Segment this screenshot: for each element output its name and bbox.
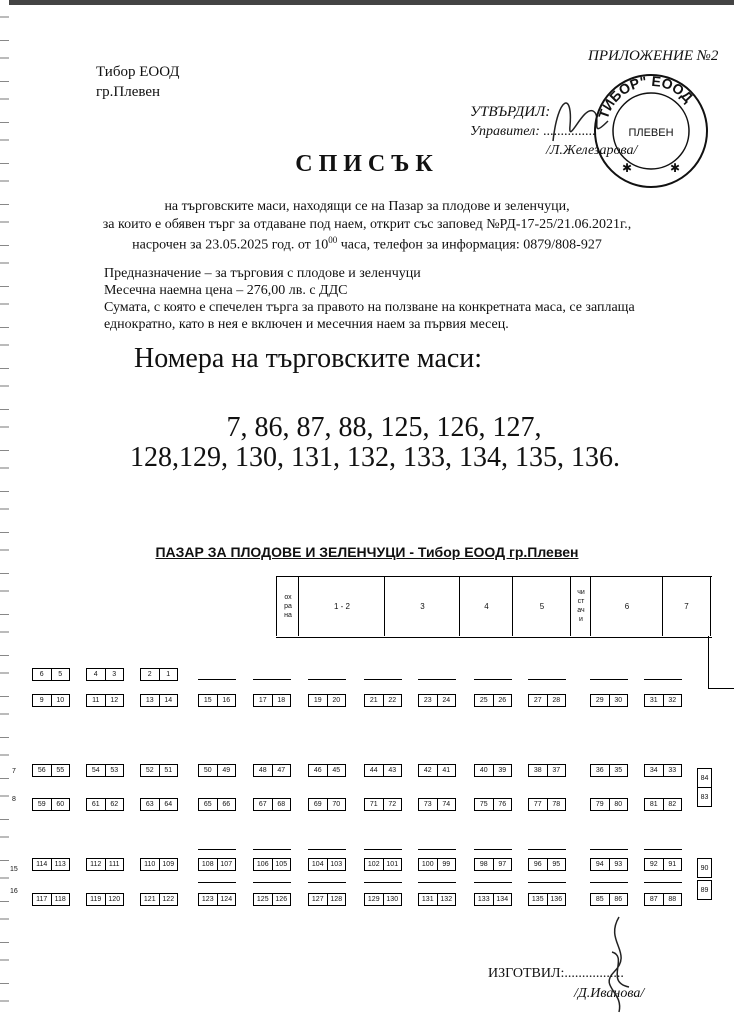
divider xyxy=(364,849,402,850)
stall-number: 26 xyxy=(498,697,507,704)
side-stall: 83 xyxy=(697,787,712,807)
stall-pair xyxy=(86,858,124,871)
stall-pair xyxy=(32,798,70,811)
stall-number: 108 xyxy=(199,859,218,870)
stall-pair xyxy=(474,893,512,906)
stall-number: 96 xyxy=(529,859,548,870)
payment-text-2: еднократно, като в нея е включен и месечния наем за първия месец. xyxy=(104,317,509,332)
divider xyxy=(308,679,346,680)
stamp-text: ТИБОР" ЕООД xyxy=(594,72,697,121)
stall-pair xyxy=(418,858,456,871)
stall-number: 103 xyxy=(330,861,343,868)
stall-pair xyxy=(198,858,236,871)
svg-text:ТИБОР" ЕООД xyxy=(595,73,696,121)
plan-title: ПАЗАР ЗА ПЛОДОВЕ И ЗЕЛЕНЧУЦИ - Тибор ЕООД гр.Плевен xyxy=(155,544,579,560)
prepared-by-label: ИЗГОТВИЛ:................. xyxy=(488,966,624,981)
left-edge-number: 15 xyxy=(10,866,18,873)
stall-number: 42 xyxy=(419,765,438,776)
divider xyxy=(644,882,682,883)
divider xyxy=(253,849,291,850)
stall-number: 86 xyxy=(614,896,623,903)
intro-date: насрочен за 23.05.2025 год. от 10 xyxy=(132,237,329,253)
intro-phone: часа, телефон за информация: 0879/808-927 xyxy=(337,237,602,253)
stall-pair xyxy=(253,858,291,871)
divider xyxy=(198,679,236,680)
stall-number: 51 xyxy=(164,767,173,774)
stall-number: 75 xyxy=(475,799,494,810)
stall-number: 5 xyxy=(58,671,63,678)
stall-number: 136 xyxy=(550,896,563,903)
stall-pair xyxy=(140,764,178,777)
header-cell-security: охрана xyxy=(276,576,299,636)
divider xyxy=(590,679,628,680)
stall-pair xyxy=(86,668,124,681)
stall-number: 53 xyxy=(110,767,119,774)
stall-pair xyxy=(528,798,566,811)
company-name: Тибор ЕООД xyxy=(96,64,180,80)
stall-number: 76 xyxy=(498,801,507,808)
stall-number: 72 xyxy=(388,801,397,808)
stall-number: 40 xyxy=(475,765,494,776)
stall-number: 126 xyxy=(275,896,288,903)
stall-number: 81 xyxy=(645,799,664,810)
appendix-label: ПРИЛОЖЕНИЕ №2 xyxy=(588,48,719,64)
left-edge-number: 8 xyxy=(12,796,16,803)
stall-number: 70 xyxy=(332,801,341,808)
stall-pair xyxy=(32,858,70,871)
stall-number: 104 xyxy=(309,859,328,870)
stall-pair xyxy=(140,893,178,906)
stall-number: 49 xyxy=(222,767,231,774)
price-text: Месечна наемна цена – 276,00 лв. с ДДС xyxy=(104,283,348,298)
stall-pair xyxy=(140,798,178,811)
stall-number: 135 xyxy=(529,894,548,905)
stall-number: 94 xyxy=(591,859,610,870)
header-cell-5: 5 xyxy=(512,576,571,636)
stall-number: 107 xyxy=(220,861,233,868)
header-cell-3: 3 xyxy=(384,576,460,636)
stall-number: 77 xyxy=(529,799,548,810)
stall-number: 16 xyxy=(222,697,231,704)
stall-number: 35 xyxy=(614,767,623,774)
stall-pair xyxy=(253,893,291,906)
stall-number: 133 xyxy=(475,894,494,905)
stall-number: 25 xyxy=(475,695,494,706)
stall-number: 98 xyxy=(475,859,494,870)
stall-number: 102 xyxy=(365,859,384,870)
stall-pair xyxy=(528,764,566,777)
company-city: гр.Плевен xyxy=(96,84,161,100)
stall-number: 24 xyxy=(442,697,451,704)
manager-dots: ............... xyxy=(543,124,596,139)
table-numbers-line-2: 128,129, 130, 131, 132, 133, 134, 135, 136. xyxy=(130,442,620,473)
stall-number: 23 xyxy=(419,695,438,706)
stall-number: 113 xyxy=(54,861,66,868)
stall-number: 93 xyxy=(614,861,623,868)
side-stall: 90 xyxy=(697,858,712,878)
stall-number: 48 xyxy=(254,765,273,776)
stall-number: 68 xyxy=(277,801,286,808)
stall-pair xyxy=(364,798,402,811)
divider xyxy=(253,882,291,883)
stall-number: 123 xyxy=(199,894,218,905)
stall-pair xyxy=(308,858,346,871)
stall-number: 9 xyxy=(33,695,52,706)
intro-line-2: за които е обявен търг за отдаване под наем, открит със заповед №РД-17-25/21.06.2021г., xyxy=(102,217,632,232)
stall-number: 38 xyxy=(529,765,548,776)
stall-number: 44 xyxy=(365,765,384,776)
stall-number: 88 xyxy=(668,896,677,903)
stall-number: 111 xyxy=(108,861,120,868)
stall-number: 27 xyxy=(529,695,548,706)
divider xyxy=(528,882,566,883)
stall-number: 12 xyxy=(110,697,119,704)
divider xyxy=(590,882,628,883)
stall-pair xyxy=(364,694,402,707)
stall-pair xyxy=(474,858,512,871)
stall-number: 33 xyxy=(668,767,677,774)
stall-number: 105 xyxy=(275,861,288,868)
divider xyxy=(308,849,346,850)
stall-number: 20 xyxy=(332,697,341,704)
stall-pair xyxy=(32,764,70,777)
stall-pair xyxy=(590,893,628,906)
divider xyxy=(474,882,512,883)
stall-number: 52 xyxy=(141,765,160,776)
divider xyxy=(198,882,236,883)
divider xyxy=(528,679,566,680)
stall-number: 43 xyxy=(388,767,397,774)
stall-pair xyxy=(590,694,628,707)
stall-number: 112 xyxy=(87,859,106,870)
stall-number: 99 xyxy=(442,861,451,868)
stall-number: 2 xyxy=(141,669,160,680)
stall-pair xyxy=(644,798,682,811)
stall-number: 30 xyxy=(614,697,623,704)
stall-number: 6 xyxy=(33,669,52,680)
divider xyxy=(418,882,456,883)
stall-number: 64 xyxy=(164,801,173,808)
stall-number: 46 xyxy=(309,765,328,776)
stall-number: 61 xyxy=(87,799,106,810)
stall-number: 3 xyxy=(112,671,117,678)
stall-number: 131 xyxy=(419,894,438,905)
payment-text-1: Сумата, с която е спечелен търга за правото на ползване на конкретната маса, се заплаща xyxy=(104,300,635,315)
stall-pair xyxy=(86,893,124,906)
stall-number: 79 xyxy=(591,799,610,810)
stall-number: 119 xyxy=(87,894,106,905)
stall-number: 19 xyxy=(309,695,328,706)
stall-number: 32 xyxy=(668,697,677,704)
stall-pair xyxy=(590,798,628,811)
intro-time-sup: 00 xyxy=(328,235,338,245)
stall-number: 17 xyxy=(254,695,273,706)
document-title: СПИСЪК xyxy=(295,151,439,177)
stall-pair xyxy=(140,694,178,707)
preparer-signature xyxy=(594,912,644,1017)
stall-pair xyxy=(253,798,291,811)
stall-number: 22 xyxy=(388,697,397,704)
stall-pair xyxy=(418,893,456,906)
stall-number: 29 xyxy=(591,695,610,706)
side-stall: 84 xyxy=(697,768,712,788)
stall-pair xyxy=(308,694,346,707)
stall-pair xyxy=(528,858,566,871)
header-cell-6: 6 xyxy=(590,576,663,636)
purpose-text: Предназначение – за търговия с плодове и зеленчуци xyxy=(104,266,421,281)
scan-edge-top xyxy=(0,0,734,5)
stall-number: 66 xyxy=(222,801,231,808)
stall-number: 56 xyxy=(33,765,52,776)
stall-pair xyxy=(364,893,402,906)
stall-number: 97 xyxy=(498,861,507,868)
stall-number: 45 xyxy=(332,767,341,774)
stall-pair xyxy=(198,764,236,777)
stall-number: 109 xyxy=(162,861,175,868)
stall-pair xyxy=(528,893,566,906)
stamp-center-text: ПЛЕВЕН xyxy=(628,127,674,139)
stall-number: 129 xyxy=(365,894,384,905)
left-edge-number: 16 xyxy=(10,888,18,895)
stall-pair xyxy=(644,694,682,707)
stall-number: 78 xyxy=(552,801,561,808)
stall-number: 47 xyxy=(277,767,286,774)
stall-number: 60 xyxy=(56,801,65,808)
stall-number: 117 xyxy=(33,894,52,905)
divider xyxy=(418,849,456,850)
stall-pair xyxy=(418,694,456,707)
stall-number: 128 xyxy=(330,896,343,903)
stall-number: 36 xyxy=(591,765,610,776)
divider xyxy=(198,849,236,850)
divider xyxy=(364,882,402,883)
stall-number: 95 xyxy=(552,861,561,868)
svg-text:✱: ✱ xyxy=(670,161,681,175)
approved-label: УТВЪРДИЛ: xyxy=(470,104,551,120)
left-edge-number: 7 xyxy=(12,768,16,775)
stall-pair xyxy=(364,764,402,777)
stall-pair xyxy=(86,694,124,707)
stall-pair xyxy=(364,858,402,871)
manager-label: Управител: xyxy=(470,124,540,139)
stall-number: 69 xyxy=(309,799,328,810)
intro-line-1: на търговските маси, находящи се на Пазар за плодове и зеленчуци, xyxy=(164,199,570,214)
stall-pair xyxy=(253,694,291,707)
stall-pair xyxy=(644,764,682,777)
divider xyxy=(474,849,512,850)
stall-number: 100 xyxy=(419,859,438,870)
divider xyxy=(528,849,566,850)
stall-number: 87 xyxy=(645,894,664,905)
divider xyxy=(364,679,402,680)
stall-number: 34 xyxy=(645,765,664,776)
header-cell-4: 4 xyxy=(459,576,513,636)
stall-number: 4 xyxy=(87,669,106,680)
stall-number: 73 xyxy=(419,799,438,810)
table-numbers-line-1: 7, 86, 87, 88, 125, 126, 127, xyxy=(226,412,542,443)
stall-pair xyxy=(528,694,566,707)
side-stall: 89 xyxy=(697,880,712,900)
stall-pair xyxy=(474,764,512,777)
stall-number: 55 xyxy=(56,767,65,774)
stall-number: 101 xyxy=(386,861,399,868)
stall-pair xyxy=(308,798,346,811)
stall-number: 122 xyxy=(162,896,175,903)
stall-number: 18 xyxy=(277,697,286,704)
stall-pair xyxy=(644,858,682,871)
stall-number: 82 xyxy=(668,801,677,808)
divider xyxy=(474,679,512,680)
divider xyxy=(418,679,456,680)
stall-pair xyxy=(140,668,178,681)
stall-number: 71 xyxy=(365,799,384,810)
stall-number: 65 xyxy=(199,799,218,810)
stall-pair xyxy=(418,764,456,777)
stall-number: 110 xyxy=(141,859,160,870)
stall-pair xyxy=(32,668,70,681)
stall-number: 15 xyxy=(199,695,218,706)
stall-pair xyxy=(86,764,124,777)
stall-pair xyxy=(418,798,456,811)
company-block xyxy=(96,62,180,102)
stall-number: 74 xyxy=(442,801,451,808)
stall-number: 10 xyxy=(56,697,65,704)
stall-number: 106 xyxy=(254,859,273,870)
stall-number: 41 xyxy=(442,767,451,774)
stall-number: 121 xyxy=(141,894,160,905)
stall-number: 114 xyxy=(33,859,52,870)
stall-number: 125 xyxy=(254,894,273,905)
stall-pair xyxy=(308,764,346,777)
stall-number: 63 xyxy=(141,799,160,810)
stall-number: 28 xyxy=(552,697,561,704)
header-cell-1-2: 1 - 2 xyxy=(298,576,385,636)
stall-number: 62 xyxy=(110,801,119,808)
stall-number: 39 xyxy=(498,767,507,774)
stall-pair xyxy=(474,798,512,811)
stall-number: 11 xyxy=(87,695,106,706)
divider xyxy=(253,679,291,680)
stall-number: 1 xyxy=(166,671,171,678)
stall-number: 59 xyxy=(33,799,52,810)
stall-pair xyxy=(474,694,512,707)
stall-number: 120 xyxy=(108,896,121,903)
header-cell-cleaners: чистачи xyxy=(570,576,591,636)
prepared-by-name: /Д.Иванова/ xyxy=(574,986,645,1001)
stall-pair xyxy=(32,893,70,906)
stall-pair xyxy=(32,694,70,707)
stall-number: 130 xyxy=(386,896,399,903)
stall-number: 31 xyxy=(645,695,664,706)
stall-number: 91 xyxy=(668,861,677,868)
divider xyxy=(590,849,628,850)
stall-number: 80 xyxy=(614,801,623,808)
stall-number: 67 xyxy=(254,799,273,810)
stall-pair xyxy=(590,858,628,871)
stall-pair xyxy=(140,858,178,871)
stall-number: 50 xyxy=(199,765,218,776)
divider xyxy=(308,882,346,883)
stall-number: 92 xyxy=(645,859,664,870)
header-cell-7: 7 xyxy=(662,576,711,636)
stall-pair xyxy=(198,893,236,906)
stall-number: 37 xyxy=(552,767,561,774)
stall-pair xyxy=(198,798,236,811)
stall-pair xyxy=(308,893,346,906)
stall-pair xyxy=(86,798,124,811)
stall-number: 54 xyxy=(87,765,106,776)
divider xyxy=(644,679,682,680)
stall-pair xyxy=(198,694,236,707)
stall-number: 14 xyxy=(164,697,173,704)
tables-heading: Номера на търговските маси: xyxy=(134,343,483,374)
stall-number: 132 xyxy=(440,896,453,903)
stall-pair xyxy=(644,893,682,906)
manager-name: /Л.Железарова/ xyxy=(546,143,638,158)
stall-pair xyxy=(590,764,628,777)
stall-number: 21 xyxy=(365,695,384,706)
stall-pair xyxy=(253,764,291,777)
stall-number: 85 xyxy=(591,894,610,905)
stall-number: 134 xyxy=(496,896,509,903)
svg-text:✱: ✱ xyxy=(622,161,633,175)
divider xyxy=(644,849,682,850)
stall-number: 124 xyxy=(220,896,233,903)
stall-number: 118 xyxy=(54,896,66,903)
stall-number: 13 xyxy=(141,695,160,706)
intro-line-3 xyxy=(0,235,734,254)
stall-number: 127 xyxy=(309,894,328,905)
